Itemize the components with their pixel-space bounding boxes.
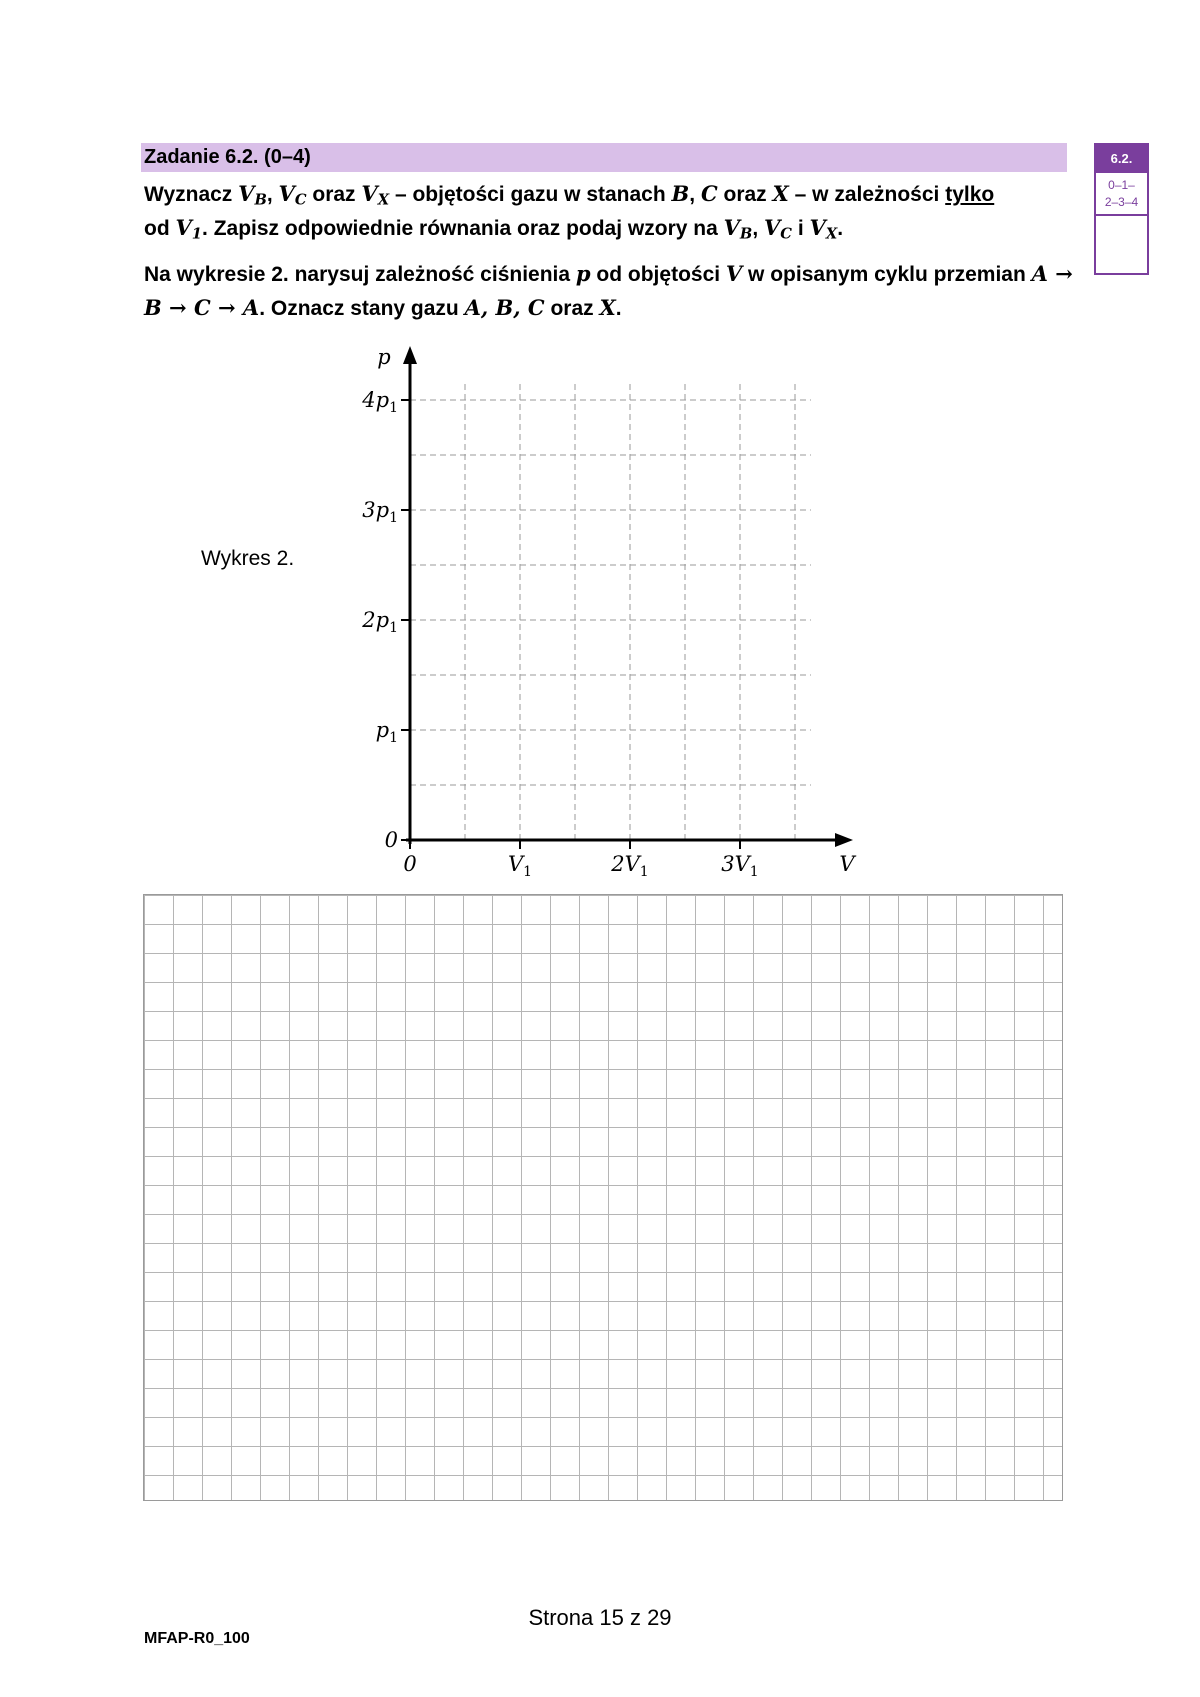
y-tick-label: $2p_1$ [362,608,398,636]
score-box [1094,143,1149,275]
y-tick-label: $4p_1$ [362,388,398,416]
x-tick-label: $2V_1$ [611,852,649,880]
score-task-number: 6.2. [1096,145,1147,173]
x-axis-arrow [835,833,853,847]
answer-grid-area[interactable] [143,894,1063,1501]
task-title: Zadanie 6.2. (0–4) [144,146,311,168]
y-axis-arrow [403,346,417,364]
exam-code: MFAP-R0_100 [144,1630,250,1647]
x-tick-label: $V_1$ [507,852,533,880]
x-axis-title: V [839,852,855,876]
chart-grid [410,384,811,840]
y-tick-label: $p_1$ [375,718,398,746]
chart-labels [361,345,856,880]
y-tick-label: 0 [384,828,398,852]
task-instruction-1: Wyznacz $V_B$, $V_C$ oraz $V_X$ – objętości gazu w stanach B, C oraz X – w zależności tylko od $V_1$. Zapisz odpowiednie równania oraz podaj wzory na $V_B$, $V_C$ i $V_X$. [144,181,995,243]
pv-chart[interactable] [340,335,860,885]
page-number: Strona 15 z 29 [528,1605,672,1630]
x-tick-label: $3V_1$ [721,852,759,880]
task-header-bar [141,143,1067,172]
chart-caption: Wykres 2. [201,547,295,570]
x-tick-label: 0 [403,852,417,876]
chart-axes [401,346,853,849]
task-instruction-2: Na wykresie 2. narysuj zależność ciśnienia p od objętości V w opisanym cyklu przemian A → B → C → A. Oznacz stany gazu A, B, C oraz X. [144,261,1073,320]
underlined-word: tylko [945,183,995,206]
y-tick-label: $3p_1$ [362,498,398,526]
score-points-scale: 0–1– 2–3–4 [1096,173,1147,216]
y-axis-title: p [377,345,391,369]
